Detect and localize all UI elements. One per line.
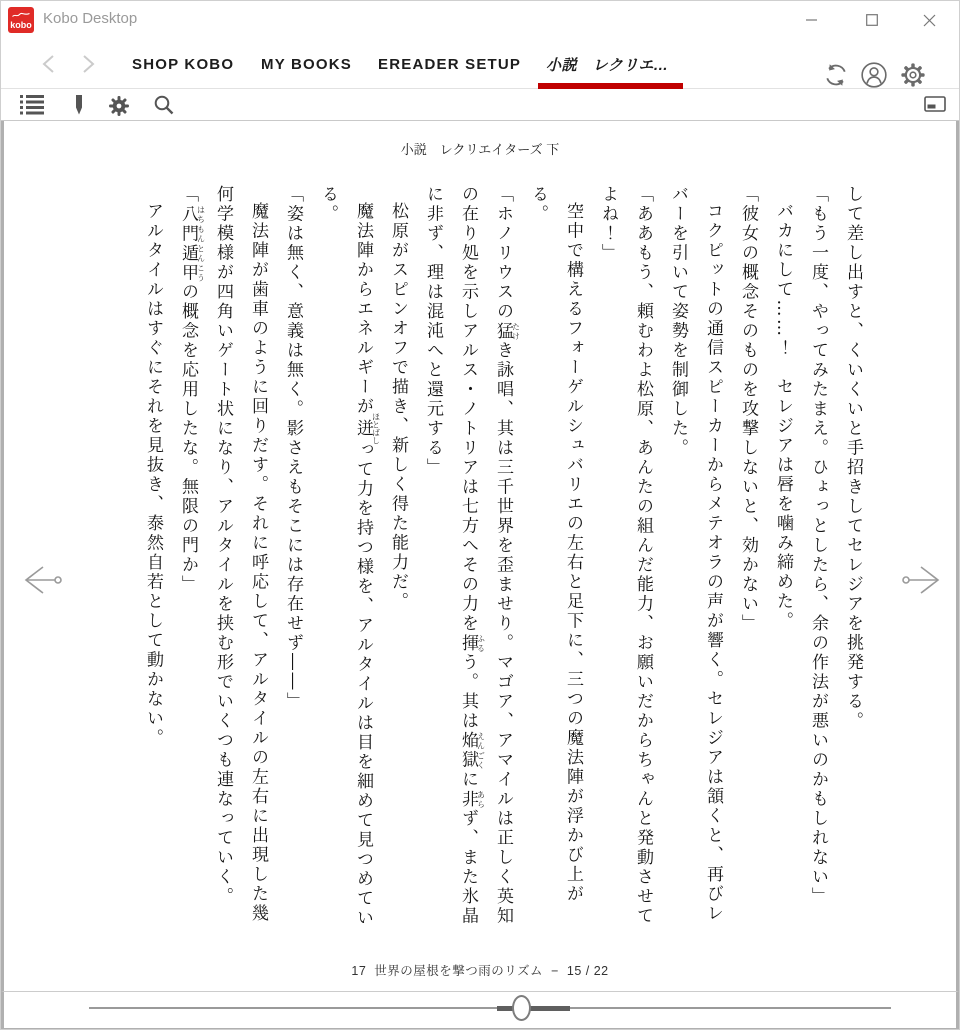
back-button[interactable]: [39, 54, 57, 74]
paragraph: 「ホノリウスの猛たけき詠唱、其は三千世界を歪ませり。マゴア、アマイルは正しく英知の在り処を示しアルス・ノトリアは七方へその力を揮ふるう。其は焔獄えんごくに非あらず、また氷晶に非ず、理は混沌へと還元する」: [423, 185, 521, 926]
slider-handle[interactable]: [512, 995, 531, 1021]
tab-ereader-setup[interactable]: EREADER SETUP: [378, 39, 521, 89]
chapter-title: 世界の屋根を撃つ雨のリズム: [374, 964, 544, 978]
tab-shop-kobo[interactable]: SHOP KOBO: [132, 39, 234, 89]
paragraph: 「姿は無く、意義は無く。影さえもそこには存在せず――」: [283, 185, 303, 712]
page-view-icon: [924, 96, 946, 112]
chapter-info: [4, 961, 956, 979]
page-position: 15 / 22: [566, 964, 609, 978]
reading-toolbar: [1, 89, 959, 121]
minimize-button[interactable]: [797, 9, 827, 31]
previous-page-arrow[interactable]: [18, 565, 66, 597]
kobo-logo: [8, 7, 34, 33]
gear-icon: [107, 94, 131, 118]
paragraph: して差し出すと、くいくいと手招きしてセレジアを挑発する。: [843, 185, 863, 731]
close-button[interactable]: [914, 9, 944, 31]
paragraph: 魔法陣からエネルギーが迸ほとばしって力を持つ様を、アルタイルは目を細めて見つめている。: [318, 185, 381, 928]
book-title: 小説 レクリエイターズ 下: [400, 142, 560, 157]
chapter-number: 17: [351, 964, 367, 978]
paragraph: 「八門遁甲はちもんとんこうの概念を応用したな。無限の門か」: [178, 185, 206, 595]
settings-button[interactable]: [899, 61, 927, 89]
paragraph: バカにして……！ セレジアは唇を噛み締めた。: [773, 202, 793, 631]
slider-chapter-segment: [497, 1006, 570, 1011]
arrow-right-icon: [899, 565, 945, 595]
window-title: Kobo Desktop: [43, 10, 138, 27]
table-of-contents-button[interactable]: [20, 94, 44, 116]
chapter-separator: −: [551, 964, 559, 978]
arrow-left-icon: [19, 565, 65, 595]
paragraph: 「もう一度、やってみたまえ。ひょっとしたら、余の作法が悪いのかもしれない」: [808, 185, 828, 907]
reader-page: [1, 121, 959, 991]
account-icon: [860, 61, 888, 89]
maximize-button[interactable]: [857, 9, 887, 31]
list-icon: [20, 94, 44, 116]
next-page-arrow[interactable]: [898, 565, 946, 597]
gear-icon: [899, 61, 927, 89]
main-nav: [1, 39, 959, 89]
slider-track[interactable]: [89, 1007, 891, 1009]
page-view-button[interactable]: [923, 94, 947, 116]
reading-settings-button[interactable]: [107, 94, 131, 116]
paragraph: 「彼女の概念そのものを攻撃しないと、効かない」: [738, 185, 758, 634]
paragraph: 松原がスピンオフで描き、新しく得た能力だ。: [388, 202, 408, 612]
sync-icon: [822, 61, 850, 89]
account-button[interactable]: [860, 61, 888, 89]
progress-slider-area: [1, 991, 959, 1030]
sync-button[interactable]: [822, 61, 850, 89]
pen-icon: [72, 94, 86, 116]
paragraph: 空中で構えるフォーゲルシュバリエの左右と足下に、三つの魔法陣が浮かび上がる。: [528, 185, 583, 904]
paragraph: アルタイルはすぐにそれを見抜き、泰然自若として動かない。: [143, 202, 163, 748]
paragraph: 「ああもう、頼むわよ松原、あんたの組んだ能力、お願いだからちゃんと発動させてよね！」: [598, 185, 653, 926]
svg-text:kobo: kobo: [10, 20, 32, 30]
title-bar: [1, 1, 959, 39]
annotations-button[interactable]: [67, 94, 91, 116]
page-text: [102, 185, 870, 933]
paragraph: コクピットの通信スピーカーからメテオラの声が響く。セレジアは頷くと、再びレバーを引いて姿勢を制御した。: [668, 185, 723, 924]
tab-my-books[interactable]: MY BOOKS: [261, 39, 352, 89]
search-icon: [153, 94, 175, 116]
paragraph: 魔法陣が歯車のように回りだす。それに呼応して、アルタイルの左右に出現した幾何学模様が四角いゲート状になり、アルタイルを挟む形でいくつも連なっていく。: [213, 185, 268, 924]
forward-button[interactable]: [79, 54, 97, 74]
search-button[interactable]: [152, 94, 176, 116]
tab-current-book[interactable]: 小説 レクリエ...: [546, 39, 668, 89]
